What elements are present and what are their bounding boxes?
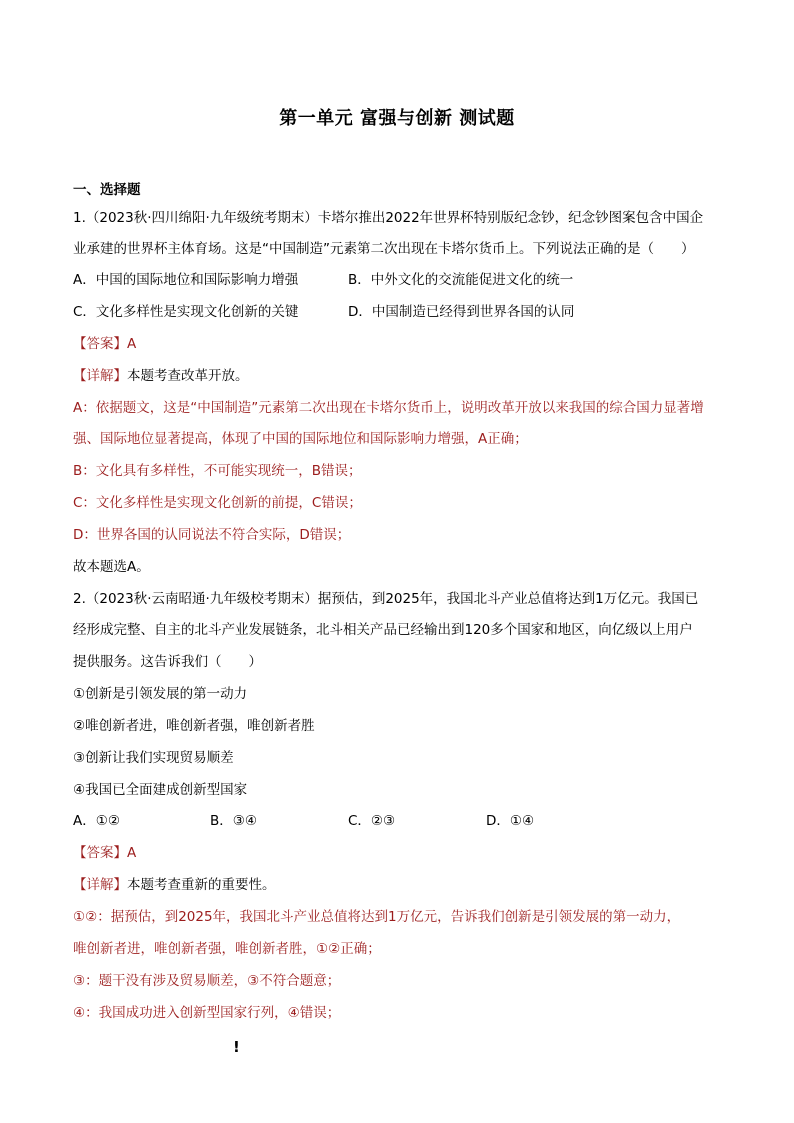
q2-detail xyxy=(73,875,276,895)
q2-option-b: B．③④ xyxy=(210,813,257,829)
q1-explanation-a-line1: A：依据题文，这是“中国制造”元素第二次出现在卡塔尔货币上，说明改革开放以来我国的综合国力显著增 xyxy=(73,400,704,416)
q2-statement-2: ②唯创新者进，唯创新者强，唯创新者胜 xyxy=(73,718,315,734)
q1-option-d: D．中国制造已经得到世界各国的认同 xyxy=(348,304,575,320)
q2-stem-line2: 经形成完整、自主的北斗产业发展链条，北斗相关产品已经输出到120多个国家和地区，向亿级以上用户 xyxy=(73,622,693,638)
q1-option-b: B．中外文化的交流能促进文化的统一 xyxy=(348,272,574,288)
answer-value: A xyxy=(127,845,137,861)
detail-label: 【详解】 xyxy=(73,368,127,384)
q2-stem-line3: 提供服务。这告诉我们（ ） xyxy=(73,654,262,670)
q1-option-c: C．文化多样性是实现文化创新的关键 xyxy=(73,304,299,320)
q2-explanation-3: ③：题干没有涉及贸易顺差，③不符合题意； xyxy=(73,973,341,989)
detail-text: 本题考查重新的重要性。 xyxy=(127,877,276,893)
section-heading: 一、选择题 xyxy=(73,182,141,198)
q1-detail xyxy=(73,366,249,386)
q1-stem-line2: 业承建的世界杯主体育场。这是“中国制造”元素第二次出现在卡塔尔货币上。下列说法正确的是（ ） xyxy=(73,241,695,257)
q2-stem-line1: 2.（2023秋·云南昭通·九年级校考期末）据预估，到2025年，我国北斗产业总值将达到1万亿元。我国已 xyxy=(73,591,699,607)
q2-explanation-12-line1: ①②：据预估，到2025年，我国北斗产业总值将达到1万亿元，告诉我们创新是引领发展的第一动力， xyxy=(73,909,681,925)
stray-mark: ! xyxy=(233,1038,240,1056)
page-title: 第一单元 富强与创新 测试题 xyxy=(279,108,515,129)
q2-answer xyxy=(73,843,136,863)
q2-statement-4: ④我国已全面建成创新型国家 xyxy=(73,782,248,798)
q1-conclusion: 故本题选A。 xyxy=(73,559,150,575)
answer-label: 【答案】 xyxy=(73,845,127,861)
detail-text: 本题考查改革开放。 xyxy=(127,368,249,384)
q1-option-a: A．中国的国际地位和国际影响力增强 xyxy=(73,272,299,288)
q2-explanation-4: ④：我国成功进入创新型国家行列，④错误； xyxy=(73,1005,341,1021)
detail-label: 【详解】 xyxy=(73,877,127,893)
q1-explanation-b: B：文化具有多样性，不可能实现统一，B错误； xyxy=(73,463,362,479)
q1-explanation-a-line2: 强、国际地位显著提高，体现了中国的国际地位和国际影响力增强，A正确； xyxy=(73,431,528,447)
q2-option-c: C．②③ xyxy=(348,813,396,829)
q1-explanation-c: C：文化多样性是实现文化创新的前提，C错误； xyxy=(73,495,362,511)
q2-option-a: A．①② xyxy=(73,813,120,829)
q1-explanation-d: D：世界各国的认同说法不符合实际，D错误； xyxy=(73,527,351,543)
q1-answer xyxy=(73,334,136,354)
q2-explanation-12-line2: 唯创新者进，唯创新者强，唯创新者胜，①②正确； xyxy=(73,941,381,957)
q1-stem-line1: 1.（2023秋·四川绵阳·九年级统考期末）卡塔尔推出2022年世界杯特别版纪念钞，纪念钞图案包含中国企 xyxy=(73,210,704,226)
q2-option-d: D．①④ xyxy=(486,813,535,829)
answer-label: 【答案】 xyxy=(73,336,127,352)
q2-statement-1: ①创新是引领发展的第一动力 xyxy=(73,686,248,702)
q2-statement-3: ③创新让我们实现贸易顺差 xyxy=(73,750,234,766)
answer-value: A xyxy=(127,336,137,352)
